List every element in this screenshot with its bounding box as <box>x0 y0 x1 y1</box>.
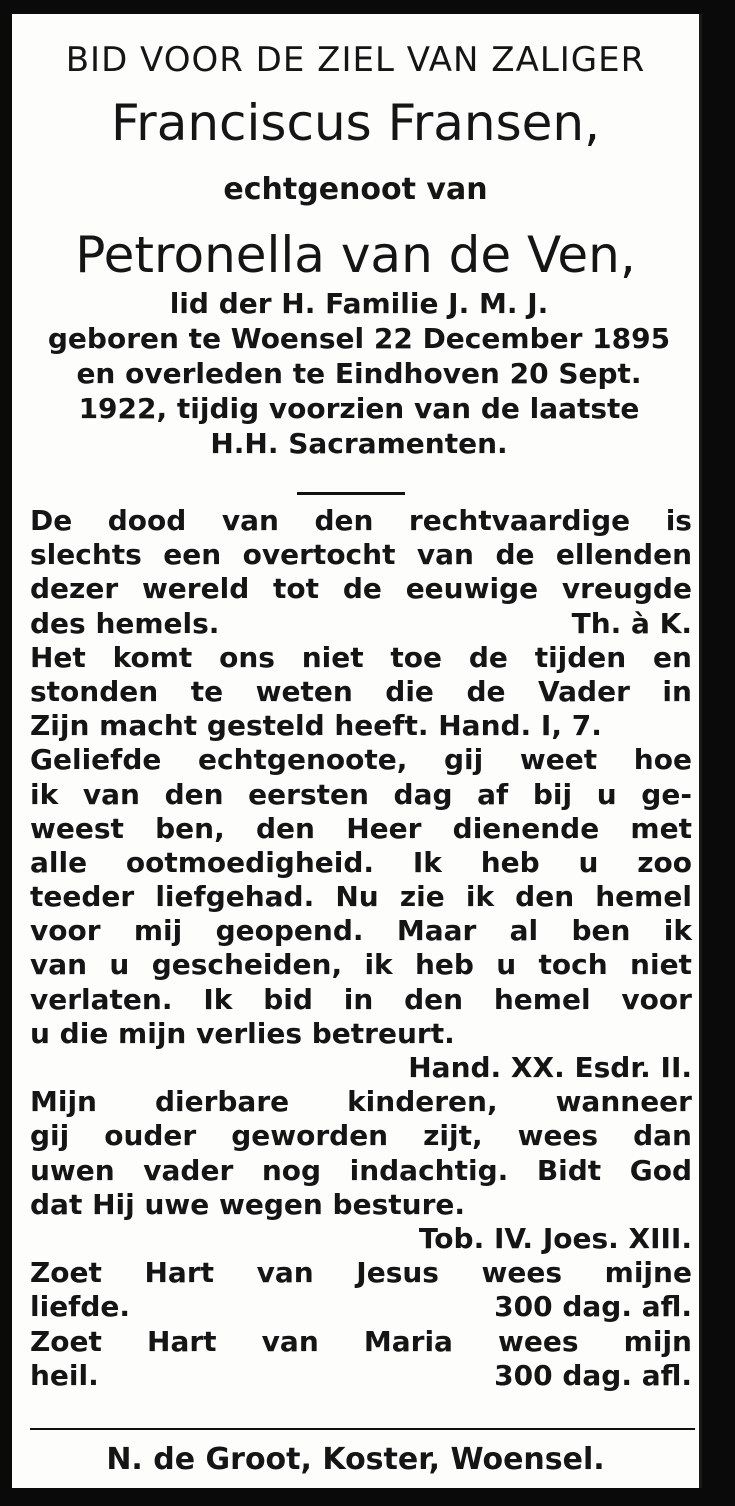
info-line: 1922, tijdig voorzien van de laatste <box>78 392 640 425</box>
info-line: H.H. Sacramenten. <box>210 427 508 460</box>
relation-text: echtgenoot van <box>223 172 488 207</box>
text-line <box>30 1017 692 1051</box>
line-text: gij ouder geworden zijt, wees dan <box>30 1119 692 1153</box>
text-line <box>30 812 692 846</box>
info-line: lid der H. Familie J. M. J. <box>169 287 549 320</box>
text-line <box>30 504 692 538</box>
text-line <box>30 641 692 675</box>
text-line <box>30 607 692 641</box>
line-text: ik van den eersten dag af bij u ge- <box>30 777 692 811</box>
text-line <box>30 538 692 572</box>
text-line <box>30 846 692 880</box>
line-text: u die mijn verlies betreurt. <box>30 1016 455 1050</box>
line-text: slechts een overtocht van de ellenden <box>30 538 692 572</box>
citation: Tob. IV. Joes. XIII. <box>418 1221 692 1255</box>
line-text: Het komt ons niet toe de tijden en <box>30 640 692 674</box>
line-text: voor mij geopend. Maar al ben ik <box>30 914 692 948</box>
text-line <box>30 1188 692 1222</box>
text-line <box>30 880 692 914</box>
line-text: teeder liefgehad. Nu zie ik den hemel <box>30 880 692 914</box>
text-line <box>30 1051 692 1085</box>
info-line: geboren te Woensel 22 December 1895 <box>47 322 671 355</box>
line-text: Zoet Hart van Jesus wees mijne <box>30 1256 692 1290</box>
line-text: weest ben, den Heer dienende met <box>30 811 692 845</box>
card-heading: BID VOOR DE ZIEL VAN ZALIGER <box>65 40 646 80</box>
text-line <box>30 1325 692 1359</box>
line-text: De dood van den rechtvaardige is <box>30 504 692 537</box>
biographical-info <box>28 286 690 461</box>
text-line <box>30 778 692 812</box>
line-text: dat Hij uwe wegen besture. <box>30 1187 466 1221</box>
line-text: Zijn macht gesteld heeft. Hand. I, 7. <box>30 709 602 743</box>
text-line <box>30 1256 692 1290</box>
printer-credit: N. de Groot, Koster, Woensel. <box>106 1442 605 1477</box>
info-line: en overleden te Eindhoven 20 Sept. <box>76 357 642 390</box>
line-text: uwen vader nog indachtig. Bidt God <box>30 1153 692 1187</box>
indulgence: 300 dag. afl. <box>494 1358 692 1392</box>
line-text: liefde. <box>30 1290 131 1324</box>
text-line <box>30 1290 692 1324</box>
text-line <box>30 743 692 777</box>
spouse-name: Petronella van de Ven, <box>75 226 636 284</box>
indulgence: 300 dag. afl. <box>494 1290 692 1324</box>
line-text: heil. <box>30 1358 99 1392</box>
line-text: des hemels. <box>30 606 220 640</box>
text-line <box>30 1222 692 1256</box>
text-line <box>30 948 692 982</box>
line-text: Geliefde echtgenoote, gij weet hoe <box>30 743 692 777</box>
text-line <box>30 1085 692 1119</box>
prayer-text <box>30 504 692 1393</box>
line-text: dezer wereld tot de eeuwige vreugde <box>30 572 692 606</box>
text-line <box>30 572 692 606</box>
divider-short <box>297 492 405 495</box>
deceased-name: Franciscus Fransen, <box>111 94 600 152</box>
citation: Th. à K. <box>571 606 692 640</box>
text-line <box>30 1154 692 1188</box>
line-text: Mijn dierbare kinderen, wanneer <box>30 1085 692 1119</box>
citation: Hand. XX. Esdr. II. <box>408 1051 692 1084</box>
scan-border <box>721 0 735 1506</box>
text-line <box>30 983 692 1017</box>
text-line <box>30 1359 692 1393</box>
memorial-card <box>12 14 702 1488</box>
line-text: verlaten. Ik bid in den hemel voor <box>30 982 692 1016</box>
divider-long <box>30 1428 695 1430</box>
line-text: van u gescheiden, ik heb u toch niet <box>30 948 692 982</box>
text-line <box>30 914 692 948</box>
text-line <box>30 675 692 709</box>
line-text: stonden te weten die de Vader in <box>30 674 692 708</box>
line-text: alle ootmoedigheid. Ik heb u zoo <box>30 845 692 879</box>
line-text: Zoet Hart van Maria wees mijn <box>30 1324 692 1358</box>
text-line <box>30 1119 692 1153</box>
text-line <box>30 709 692 743</box>
